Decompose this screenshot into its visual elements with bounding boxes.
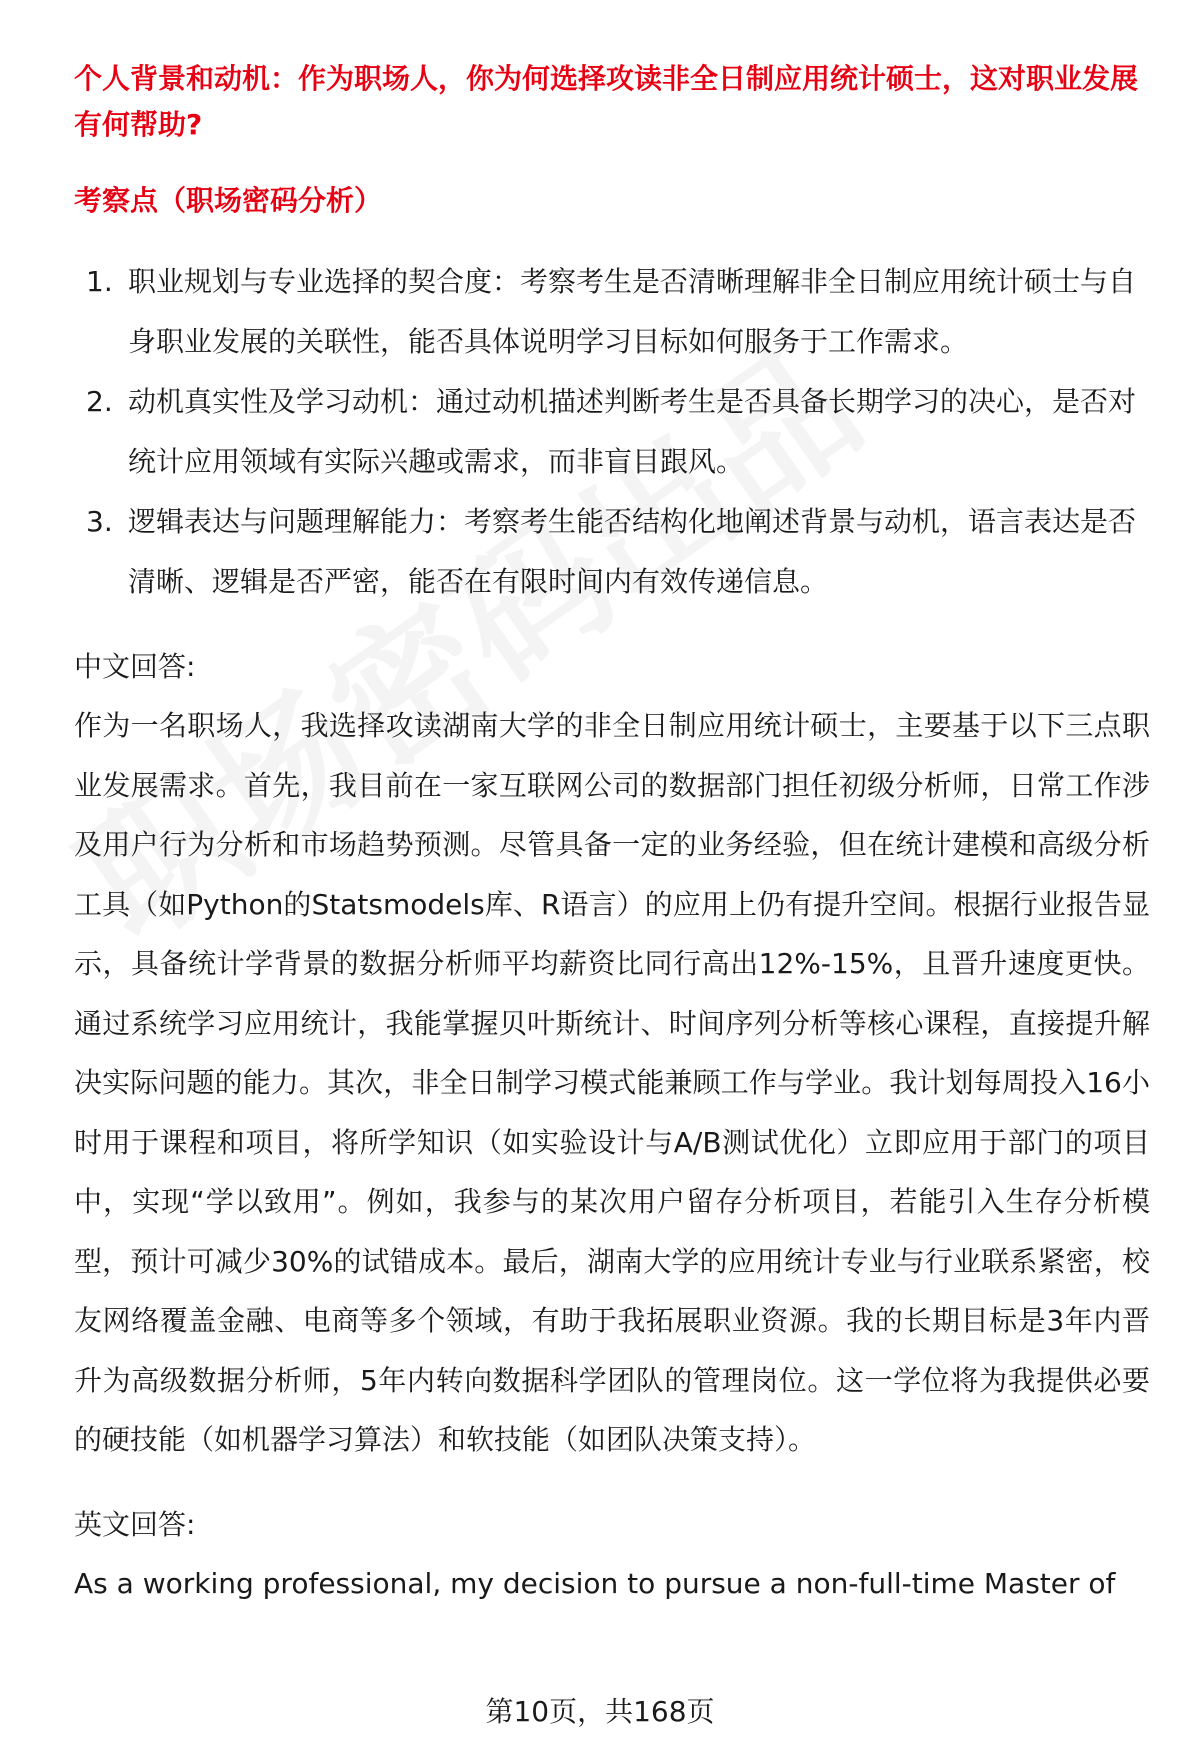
list-item — [74, 372, 1150, 492]
list-item-text: 逻辑表达与问题理解能力：考察考生能否结构化地阐述背景与动机，语言表达是否清晰、逻辑是否严密，能否在有限时间内有效传递信息。 — [128, 505, 1137, 598]
chinese-answer-body: 作为一名职场人，我选择攻读湖南大学的非全日制应用统计硕士，主要基于以下三点职业发展需求。首先，我目前在一家互联网公司的数据部门担任初级分析师，日常工作涉及用户行为分析和市场趋势预测。尽管具备一定的业务经验，但在统计建模和高级分析工具（如Python的Statsmodels库、R语言）的应用上仍有提升空间。根据行业报告显示，具备统计学背景的数据分析师平均薪资比同行高出12%-15%，且晋升速度更快。通过系统学习应用统计，我能掌握贝叶斯统计、时间序列分析等核心课程，直接提升解决实际问题的能力。其次，非全日制学习模式能兼顾工作与学业。我计划每周投入16小时用于课程和项目，将所学知识（如实验设计与A/B测试优化）立即应用于部门的项目中，实现“学以致用”。例如，我参与的某次用户留存分析项目，若能引入生存分析模型，预计可减少30%的试错成本。最后，湖南大学的应用统计专业与行业联系紧密，校友网络覆盖金融、电商等多个领域，有助于我拓展职业资源。我的长期目标是3年内晋升为高级数据分析师，5年内转向数据科学团队的管理岗位。这一学位将为我提供必要的硬技能（如机器学习算法）和软技能（如团队决策支持）。 — [74, 709, 1150, 1456]
list-number: 1. — [86, 265, 113, 298]
chinese-answer-label: 中文回答: — [74, 650, 196, 683]
list-item-text: 动机真实性及学习动机：通过动机描述判断考生是否具备长期学习的决心，是否对统计应用领域有实际兴趣或需求，而非盲目跟风。 — [128, 385, 1137, 478]
document-content — [74, 56, 1150, 1613]
english-answer-body: As a working professional, my decision to pursue a non-full-time Master of — [74, 1566, 1116, 1600]
list-number: 2. — [86, 385, 113, 418]
list-item-text: 职业规划与专业选择的契合度：考察考生是否清晰理解非全日制应用统计硕士与自身职业发展的关联性，能否具体说明学习目标如何服务于工作需求。 — [128, 265, 1137, 358]
list-number: 3. — [86, 505, 113, 538]
list-item — [74, 252, 1150, 372]
list-item — [74, 492, 1150, 612]
assessment-list — [74, 252, 1150, 612]
page-number: 第10页，共168页 — [485, 1695, 715, 1728]
question-heading: 个人背景和动机：作为职场人，你为何选择攻读非全日制应用统计硕士，这对职业发展有何帮助? — [74, 62, 1139, 141]
section-title: 考察点（职场密码分析） — [74, 184, 383, 217]
english-answer-label: 英文回答: — [74, 1507, 196, 1541]
